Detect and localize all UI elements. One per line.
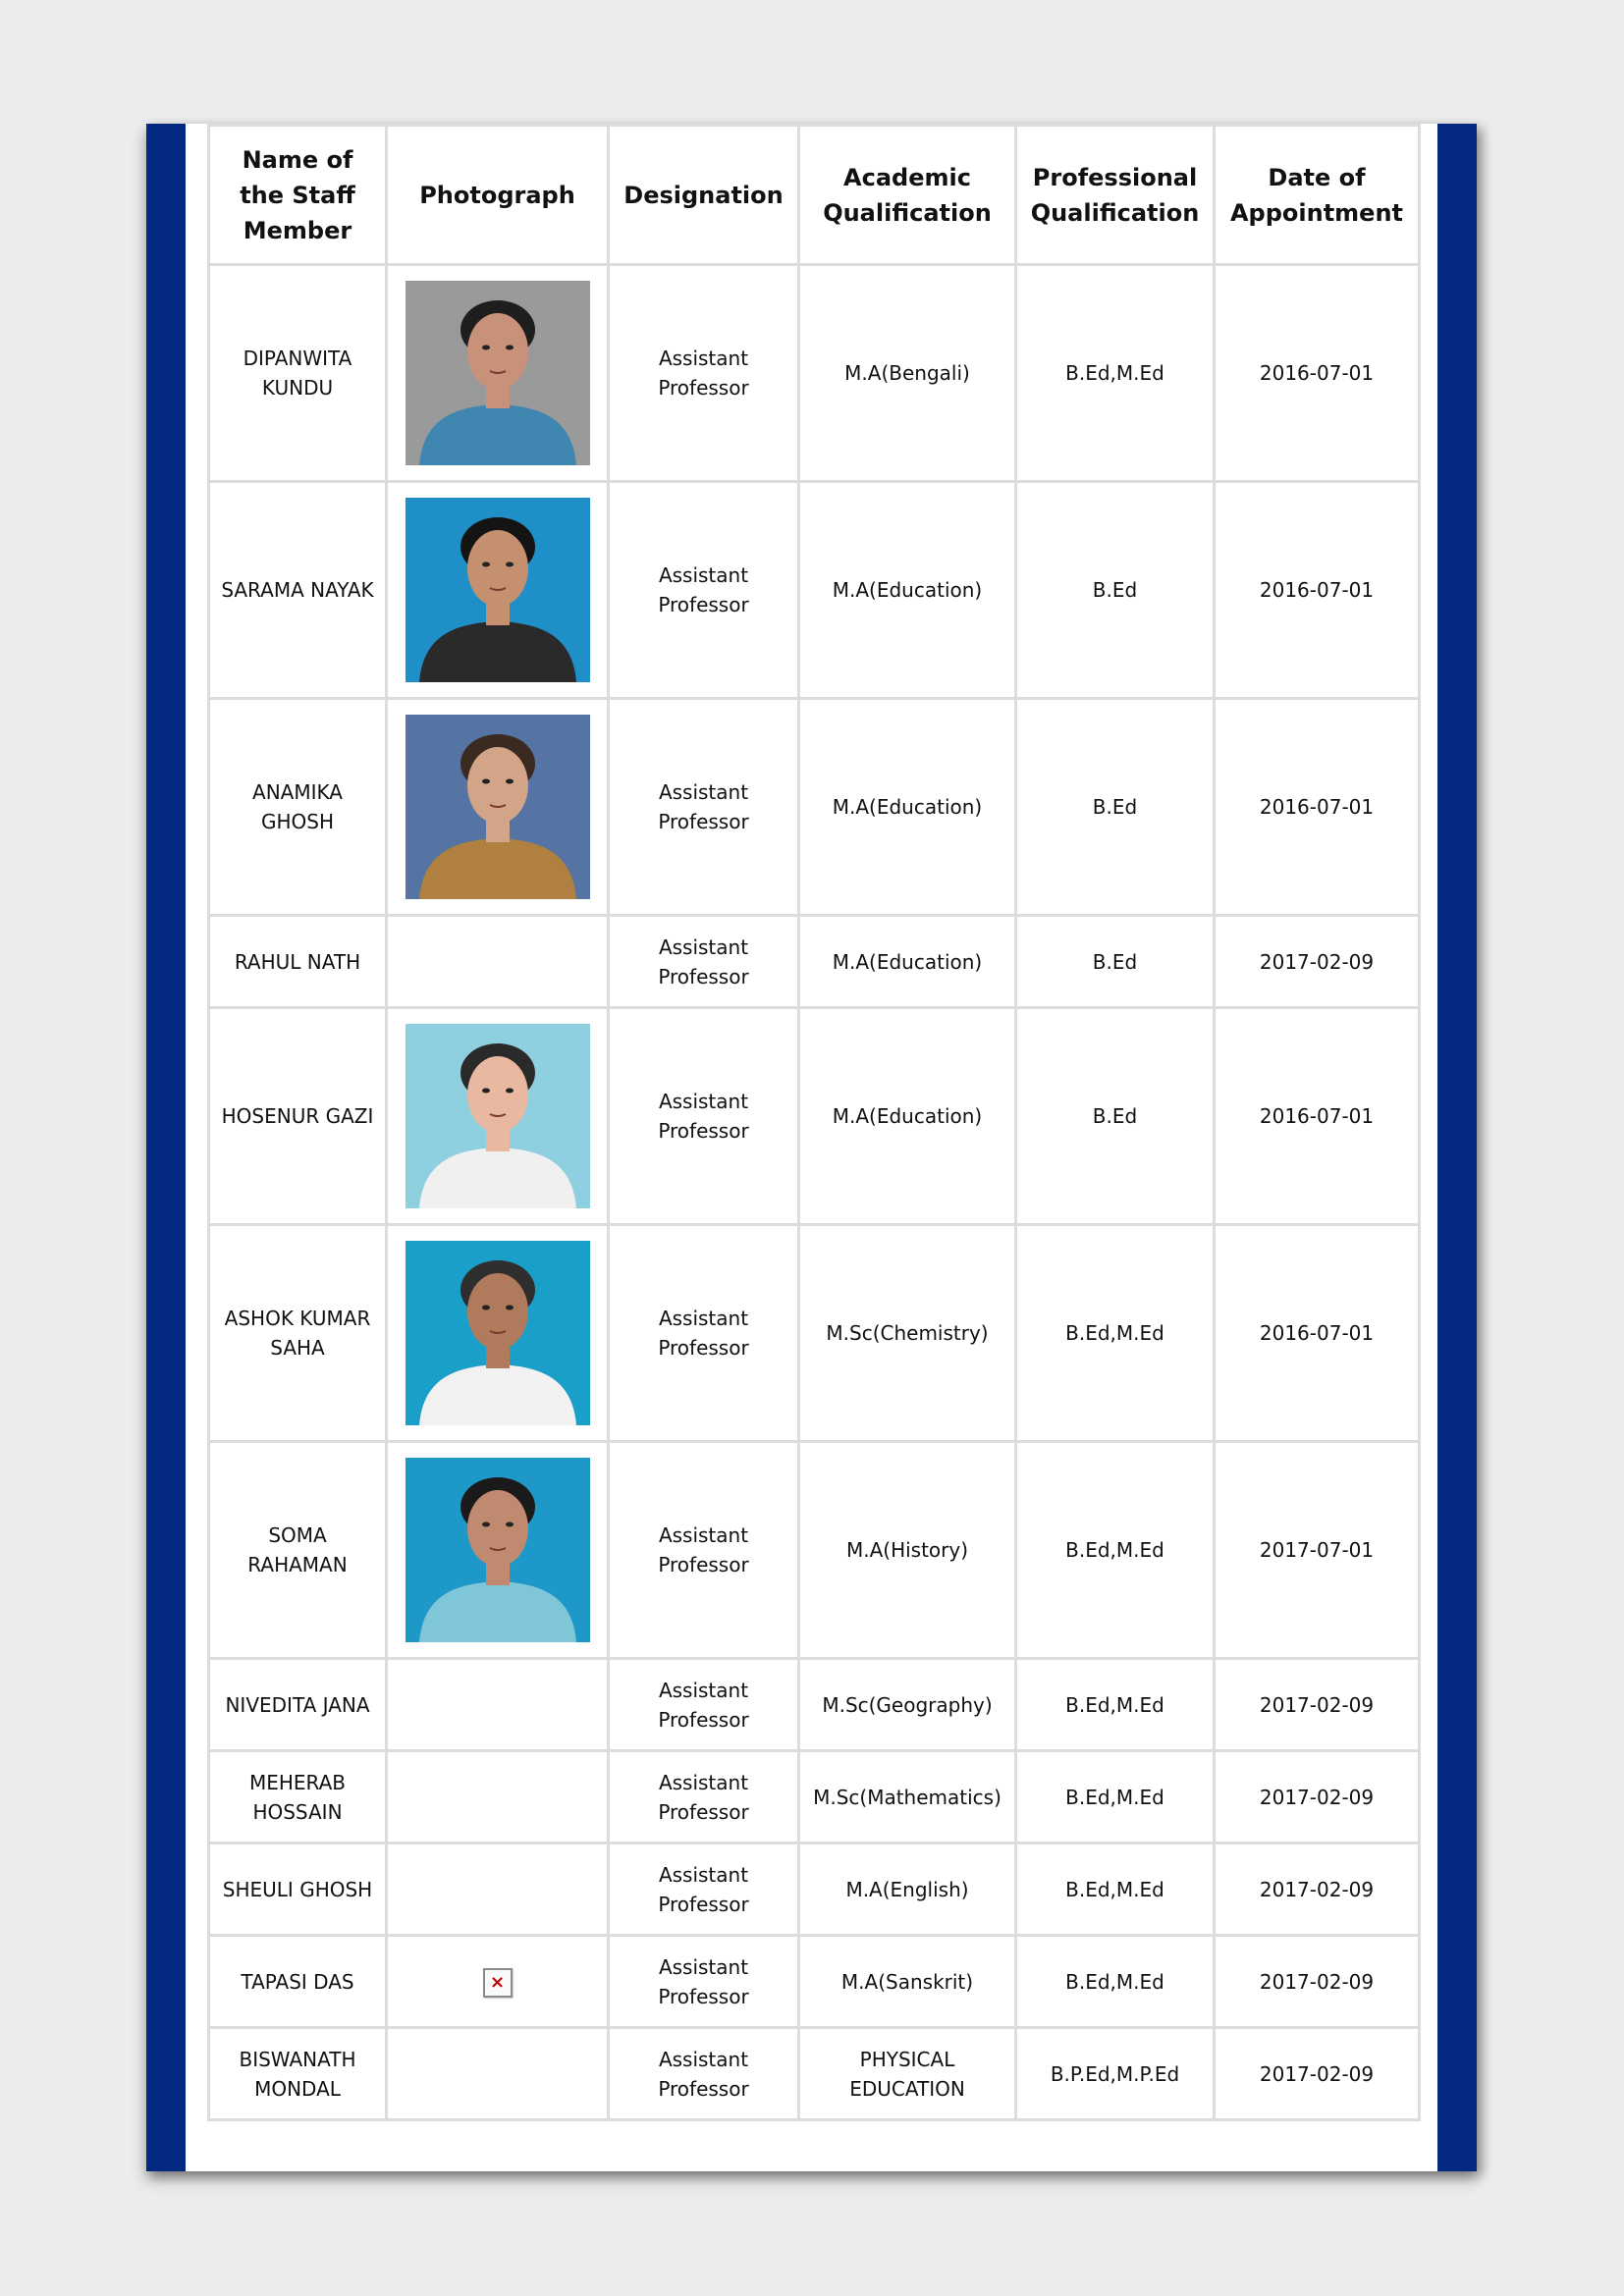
academic-qualification: M.A(History) (799, 1442, 1016, 1659)
photo-cell (387, 1225, 609, 1442)
portrait-image (406, 1024, 590, 1208)
designation: Assistant Professor (609, 1843, 799, 1936)
photo-cell (387, 2028, 609, 2120)
appointment-date: 2017-07-01 (1215, 1442, 1420, 1659)
photo-eye-right (506, 562, 514, 567)
professional-qualification: B.Ed (1016, 1008, 1215, 1225)
photo-eye-right (506, 346, 514, 350)
photo-cell (387, 916, 609, 1008)
professional-qualification: B.Ed,M.Ed (1016, 1659, 1215, 1751)
professional-qualification: B.Ed,M.Ed (1016, 265, 1215, 482)
table-row (209, 699, 1420, 916)
photo-cell (387, 1008, 609, 1225)
staff-name: BISWANATH MONDAL (209, 2028, 387, 2120)
staff-name: ANAMIKA GHOSH (209, 699, 387, 916)
designation: Assistant Professor (609, 1225, 799, 1442)
table-row (209, 1659, 1420, 1751)
appointment-date: 2017-02-09 (1215, 1936, 1420, 2028)
academic-qualification: M.A(English) (799, 1843, 1016, 1936)
table-row (209, 1442, 1420, 1659)
header-name: Name of the Staff Member (209, 126, 387, 265)
photo-cell (387, 482, 609, 699)
table-row (209, 1936, 1420, 2028)
header-designation: Designation (609, 126, 799, 265)
professional-qualification: B.Ed,M.Ed (1016, 1751, 1215, 1843)
professional-qualification: B.Ed (1016, 482, 1215, 699)
photo-eye-left (482, 562, 490, 567)
photo-cell (387, 1936, 609, 2028)
photo-cell (387, 1442, 609, 1659)
appointment-date: 2017-02-09 (1215, 1843, 1420, 1936)
photo-face (467, 530, 528, 607)
table-row (209, 916, 1420, 1008)
table-row (209, 1225, 1420, 1442)
professional-qualification: B.Ed,M.Ed (1016, 1843, 1215, 1936)
appointment-date: 2016-07-01 (1215, 482, 1420, 699)
broken-image-icon: × (483, 1968, 513, 1998)
header-date-of-appointment: Date of Appointment (1215, 126, 1420, 265)
staff-name: DIPANWITA KUNDU (209, 265, 387, 482)
header-professional-qualification: Professional Qualification (1016, 126, 1215, 265)
table-row (209, 1751, 1420, 1843)
appointment-date: 2017-02-09 (1215, 1659, 1420, 1751)
staff-name: HOSENUR GAZI (209, 1008, 387, 1225)
photo-eye-right (506, 1522, 514, 1527)
table-row (209, 482, 1420, 699)
photo-eye-right (506, 779, 514, 784)
photo-eye-left (482, 779, 490, 784)
photo-face (467, 747, 528, 824)
portrait-image (406, 498, 590, 682)
portrait-image (406, 1458, 590, 1642)
appointment-date: 2016-07-01 (1215, 265, 1420, 482)
academic-qualification: M.A(Education) (799, 916, 1016, 1008)
photo-eye-right (506, 1306, 514, 1310)
staff-name: TAPASI DAS (209, 1936, 387, 2028)
academic-qualification: PHYSICAL EDUCATION (799, 2028, 1016, 2120)
designation: Assistant Professor (609, 482, 799, 699)
table-row (209, 1008, 1420, 1225)
academic-qualification: M.Sc(Mathematics) (799, 1751, 1016, 1843)
staff-name: SHEULI GHOSH (209, 1843, 387, 1936)
header-academic-qualification: Academic Qualification (799, 126, 1016, 265)
appointment-date: 2017-02-09 (1215, 916, 1420, 1008)
photo-face (467, 313, 528, 390)
staff-photo (406, 498, 590, 682)
right-frame-bar (1437, 124, 1477, 2171)
professional-qualification: B.P.Ed,M.P.Ed (1016, 2028, 1215, 2120)
designation: Assistant Professor (609, 1936, 799, 2028)
photo-eye-left (482, 1089, 490, 1094)
academic-qualification: M.A(Education) (799, 699, 1016, 916)
table-header-row (209, 126, 1420, 265)
staff-photo (406, 1458, 590, 1642)
professional-qualification: B.Ed,M.Ed (1016, 1225, 1215, 1442)
appointment-date: 2017-02-09 (1215, 2028, 1420, 2120)
designation: Assistant Professor (609, 916, 799, 1008)
designation: Assistant Professor (609, 1659, 799, 1751)
designation: Assistant Professor (609, 1008, 799, 1225)
appointment-date: 2017-02-09 (1215, 1751, 1420, 1843)
designation: Assistant Professor (609, 699, 799, 916)
appointment-date: 2016-07-01 (1215, 1225, 1420, 1442)
staff-name: NIVEDITA JANA (209, 1659, 387, 1751)
staff-name: SOMA RAHAMAN (209, 1442, 387, 1659)
professional-qualification: B.Ed (1016, 916, 1215, 1008)
staff-name: RAHUL NATH (209, 916, 387, 1008)
staff-name: ASHOK KUMAR SAHA (209, 1225, 387, 1442)
designation: Assistant Professor (609, 1751, 799, 1843)
photo-eye-left (482, 1306, 490, 1310)
photo-eye-right (506, 1089, 514, 1094)
portrait-image (406, 1241, 590, 1425)
staff-photo (406, 1241, 590, 1425)
photo-cell (387, 265, 609, 482)
academic-qualification: M.A(Sanskrit) (799, 1936, 1016, 2028)
staff-photo (406, 281, 590, 465)
photo-cell (387, 1843, 609, 1936)
photo-cell (387, 1659, 609, 1751)
academic-qualification: M.A(Bengali) (799, 265, 1016, 482)
table-row (209, 265, 1420, 482)
academic-qualification: M.A(Education) (799, 482, 1016, 699)
appointment-date: 2016-07-01 (1215, 1008, 1420, 1225)
document-page (146, 124, 1477, 2171)
staff-photo (406, 715, 590, 899)
professional-qualification: B.Ed (1016, 699, 1215, 916)
designation: Assistant Professor (609, 1442, 799, 1659)
portrait-image (406, 715, 590, 899)
photo-face (467, 1056, 528, 1133)
header-photograph: Photograph (387, 126, 609, 265)
photo-face (467, 1490, 528, 1567)
academic-qualification: M.Sc(Geography) (799, 1659, 1016, 1751)
professional-qualification: B.Ed,M.Ed (1016, 1442, 1215, 1659)
staff-photo (406, 1024, 590, 1208)
photo-cell (387, 699, 609, 916)
left-frame-bar (146, 124, 186, 2171)
academic-qualification: M.Sc(Chemistry) (799, 1225, 1016, 1442)
staff-name: MEHERAB HOSSAIN (209, 1751, 387, 1843)
photo-eye-left (482, 346, 490, 350)
photo-eye-left (482, 1522, 490, 1527)
staff-name: SARAMA NAYAK (209, 482, 387, 699)
designation: Assistant Professor (609, 2028, 799, 2120)
photo-cell (387, 1751, 609, 1843)
photo-face (467, 1273, 528, 1350)
appointment-date: 2016-07-01 (1215, 699, 1420, 916)
table-row (209, 2028, 1420, 2120)
staff-table (207, 124, 1421, 2121)
table-row (209, 1843, 1420, 1936)
academic-qualification: M.A(Education) (799, 1008, 1016, 1225)
designation: Assistant Professor (609, 265, 799, 482)
professional-qualification: B.Ed,M.Ed (1016, 1936, 1215, 2028)
portrait-image (406, 281, 590, 465)
